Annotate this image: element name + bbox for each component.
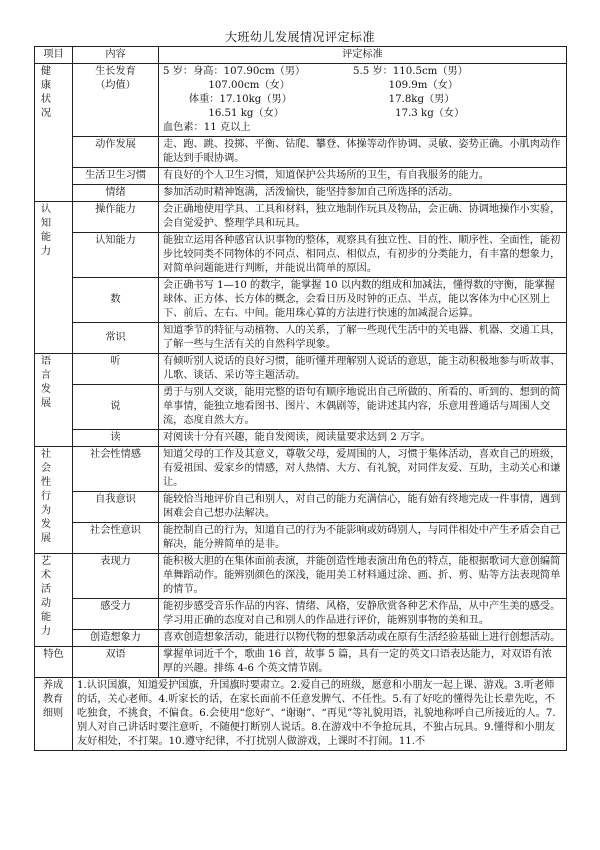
category-social xyxy=(35,447,73,554)
item-operate: 操作能力 xyxy=(73,202,159,233)
criteria-math: 会正确书写 1—10 的数字，能掌握 10 以内数的组成和加减法，懂得数的守衡，能掌握球体、正方体、长方体的概念，会看日历及时钟的正点、半点，能以客体为中心区别上下、前后、左右、中间。能用珠心算的方法进行快速的加减混合运算。 xyxy=(159,278,567,323)
table-row xyxy=(35,185,567,202)
category-cognition xyxy=(35,202,73,354)
item-math: 数 xyxy=(73,278,159,323)
growth-line: 5 岁：身高：107.90cm（男） 5.5 岁：110.5cm（男） xyxy=(163,66,468,77)
item-motor: 动作发展 xyxy=(73,137,159,168)
table-row xyxy=(35,554,567,599)
table-row xyxy=(35,64,567,137)
item-listen: 听 xyxy=(73,354,159,385)
table-row xyxy=(35,492,567,523)
criteria-read: 对阅读十分有兴趣，能自发阅读，阅读量要求达到 2 万字。 xyxy=(159,430,567,447)
table-row xyxy=(35,630,567,647)
table-row xyxy=(35,137,567,168)
table-row xyxy=(35,430,567,447)
growth-line: 107.00cm（女） 109.9m（女） xyxy=(163,80,459,91)
document-title: 大班幼儿发展情况评定标准 xyxy=(224,30,375,44)
criteria-common: 知道季节的特征与动植物、人的关系，了解一些现代生活中的关电器、机器、交通工具，了解一些与生活有关的自然科学现象。 xyxy=(159,323,567,354)
category-education xyxy=(35,678,73,751)
table-row xyxy=(35,647,567,678)
category-education-label: 养成教育细则 xyxy=(42,680,64,719)
item-bilingual: 双语 xyxy=(73,647,159,678)
item-awareness: 社会性意识 xyxy=(73,523,159,554)
criteria-social-emotion: 知道父母的工作及其意义，尊敬父母，爱周围的人，习惯于集体活动，喜欢自己的班级，有爱祖国、爱家乡的情感，对人热情、大方、有礼貌，对同伴友爱、互助，主动关心和谦让。 xyxy=(159,447,567,492)
criteria-feel: 能初步感受音乐作品的内容、情绪、风格，安静欣赏各种艺术作品，从中产生美的感受。学习用正确的态度对自己和别人的作品进行评价，能辨别事物的美和丑。 xyxy=(159,599,567,630)
item-express: 表现力 xyxy=(73,554,159,599)
item-common: 常识 xyxy=(73,323,159,354)
criteria-bilingual: 掌握单词近千个，歌曲 16 首，故事 5 篇，具有一定的英文口语表达能力，对双语有浓厚的兴趣。排练 4-6 个英文情节剧。 xyxy=(159,647,567,678)
criteria-emotion: 参加活动时精神饱满，活泼愉快，能坚持参加自己所选择的活动。 xyxy=(159,185,567,202)
category-cognition-label: 认知能力 xyxy=(40,204,52,257)
table-row xyxy=(35,202,567,233)
table-row xyxy=(35,233,567,278)
category-special-label: 特色 xyxy=(43,649,64,660)
growth-line: 16.51 kg（女） 17.3 kg（女） xyxy=(163,108,465,119)
evaluation-table xyxy=(34,46,567,751)
table-row xyxy=(35,278,567,323)
category-health-label: 健康状况 xyxy=(40,66,52,119)
criteria-awareness: 能控制自己的行为，知道自己的行为不能影响或妨碍别人，与同伴相处中产生矛盾会自己解决，能分辨简单的是非。 xyxy=(159,523,567,554)
table-row xyxy=(35,385,567,430)
criteria-motor: 走、跑、跳、投掷、平衡、钻爬、攀登、体操等动作协调、灵敏、姿势正确。小肌肉动作能达到手眼协调。 xyxy=(159,137,567,168)
criteria-speak: 勇于与别人交谈，能用完整的语句有顺序地说出自己所做的、所看的、听到的、想到的简单事情，能独立地看图书、图片、木偶剧等，能讲述其内容，乐意用普通话与周围人交流，态度自然大方。 xyxy=(159,385,567,430)
item-feel: 感受力 xyxy=(73,599,159,630)
category-social-label: 社会性行为发展 xyxy=(40,449,52,544)
criteria-express: 能积极大胆的在集体面前表演，并能创造性地表演出角色的特点，能根据歌词大意创编简单舞蹈动作。能辨别颜色的深浅，能用美工材料通过涂、画、折、剪、贴等方法表现简单的情节。 xyxy=(159,554,567,599)
table-row xyxy=(35,447,567,492)
criteria-imagine: 喜欢创造想象活动，能进行以物代物的想象活动或在原有生活经验基础上进行创想活动。 xyxy=(159,630,567,647)
header-row xyxy=(35,47,567,64)
table-row xyxy=(35,678,567,751)
item-speak: 说 xyxy=(73,385,159,430)
item-hygiene: 生活卫生习惯 xyxy=(73,168,159,185)
growth-line: 体重：17.10kg（男） 17.8kg（男） xyxy=(163,94,455,105)
item-emotion: 情绪 xyxy=(73,185,159,202)
item-imagine: 创造想象力 xyxy=(73,630,159,647)
criteria-operate: 会正确地使用学具、工具和材料，独立地制作玩具及物品，会正确、协调地操作小实验，会自觉爱护、整理学具和玩具。 xyxy=(159,202,567,233)
criteria-growth xyxy=(159,64,567,137)
table-row xyxy=(35,323,567,354)
item-read: 读 xyxy=(73,430,159,447)
item-growth-label: 生长发育 xyxy=(95,66,136,77)
item-cognitive: 认知能力 xyxy=(73,233,159,278)
category-language-label: 语言发展 xyxy=(40,356,52,409)
table-row xyxy=(35,168,567,185)
table-row xyxy=(35,523,567,554)
criteria-self: 能较恰当地评价自己和别人，对自己的能力充满信心，能有始有终地完成一件事情，遇到困难会自己想办法解决。 xyxy=(159,492,567,523)
category-language xyxy=(35,354,73,447)
header-project: 项目 xyxy=(35,47,73,64)
header-criteria: 评定标准 xyxy=(159,47,567,64)
category-art-label: 艺术活动能力 xyxy=(40,556,52,637)
item-self: 自我意识 xyxy=(73,492,159,523)
category-special xyxy=(35,647,73,678)
table-row xyxy=(35,354,567,385)
table-row xyxy=(35,599,567,630)
item-social-emotion: 社会性情感 xyxy=(73,447,159,492)
item-growth-sub: （均值） xyxy=(95,80,136,91)
criteria-listen: 有倾听别人说话的良好习惯，能听懂并理解别人说话的意思，能主动积极地参与听故事、儿歌、谈话、采访等主题活动。 xyxy=(159,354,567,385)
item-growth xyxy=(73,64,159,137)
criteria-hygiene: 有良好的个人卫生习惯，知道保护公共场所的卫生，有自我服务的能力。 xyxy=(159,168,567,185)
category-health xyxy=(35,64,73,202)
criteria-education: 1.认识国旗，知道爱护国旗，升国旗时要肃立。2.爱自己的班级，愿意和小朋友一起上课、游戏。3.听老师的话，关心老师。4.听家长的话，在家长面前不任意发脾气、不任性。5.有了好吃的懂得先让长辈先吃，不吃独食，不挑食，不偏食。6.会使用“您好”、“谢谢”、“再见”等礼貌用语，礼貌地称呼自己所接近的人。7.别人对自己讲话时要注意听，不随便打断别人说话。8.在游戏中不争抢玩具，不独占玩具。9.懂得和小朋友友好相处，不打架。10.遵守纪律，不打扰别人做游戏，上课时不打闹。11.不 xyxy=(73,678,567,751)
hemoglobin-line: 血色素：11 克以上 xyxy=(163,122,251,133)
header-content: 内容 xyxy=(73,47,159,64)
criteria-cognitive: 能独立运用各种感官认识事物的整体，观察具有独立性、目的性、顺序性、全面性，能初步比较同类不同物体的不同点、相同点、相似点，有初步的分类能力，有丰富的想象力，对简单问题能进行判断，并能说出简单的原因。 xyxy=(159,233,567,278)
category-art xyxy=(35,554,73,647)
